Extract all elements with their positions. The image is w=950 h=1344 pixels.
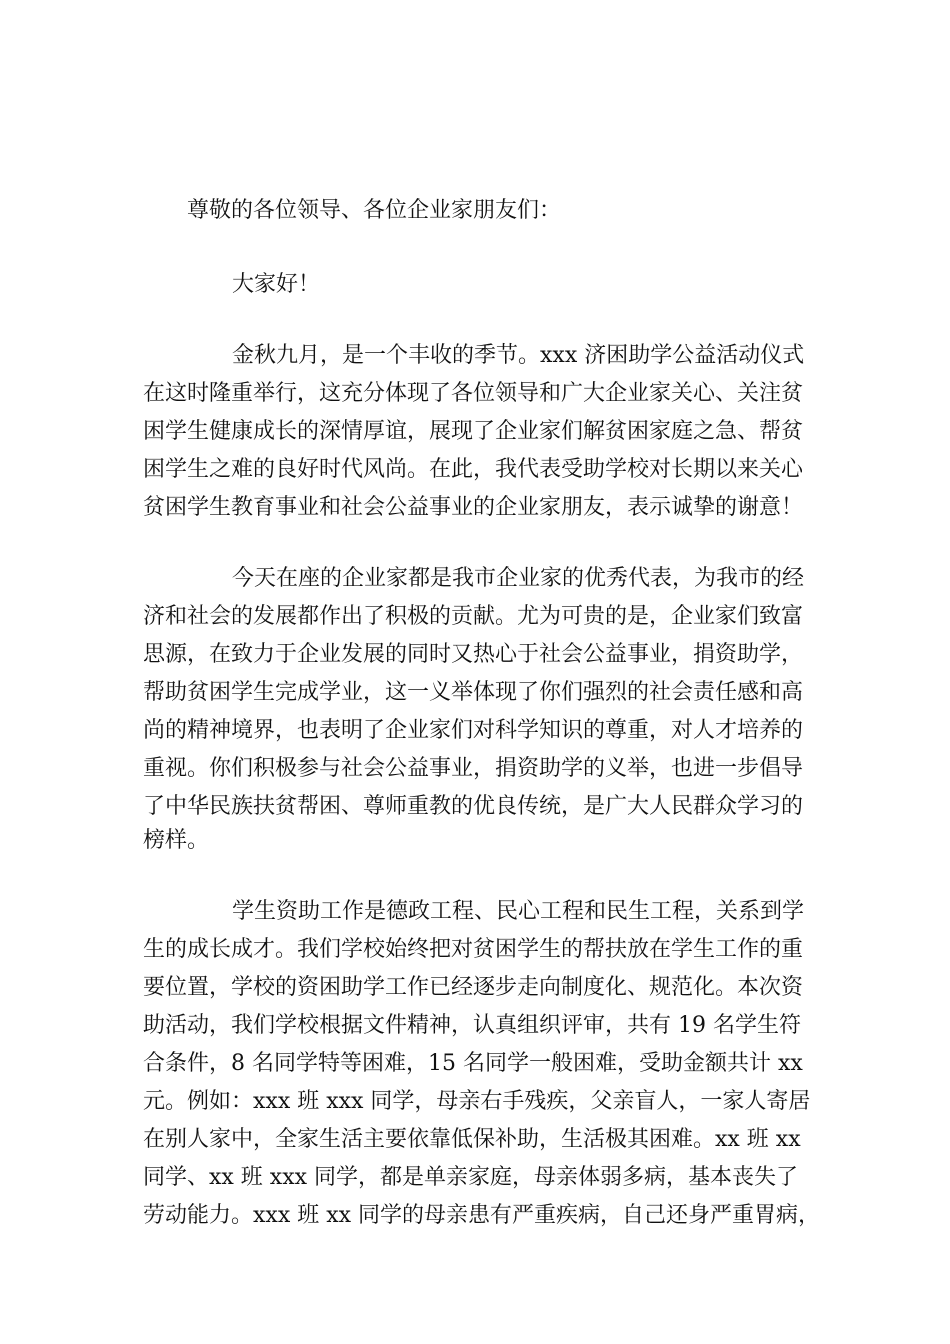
- paragraph-line: 榜样。: [143, 828, 210, 853]
- paragraph-line: 困学生健康成长的深情厚谊，展现了企业家们解贫困家庭之急、帮贫: [143, 419, 804, 444]
- paragraph-line: 帮助贫困学生完成学业，这一义举体现了你们强烈的社会责任感和高: [143, 680, 804, 705]
- paragraph-line: 了中华民族扶贫帮困、尊师重教的优良传统，是广大人民群众学习的: [143, 794, 804, 819]
- paragraph-line: 同学、xx 班 xxx 同学，都是单亲家庭，母亲体弱多病，基本丧失了: [143, 1165, 799, 1190]
- paragraph-line: 思源，在致力于企业发展的同时又热心于社会公益事业，捐资助学，: [143, 642, 804, 667]
- paragraph-line: 要位置，学校的资困助学工作已经逐步走向制度化、规范化。本次资: [143, 975, 804, 1000]
- paragraph-line: 元。例如：xxx 班 xxx 同学，母亲右手残疾，父亲盲人，一家人寄居: [143, 1089, 811, 1114]
- paragraph-line: 在这时隆重举行，这充分体现了各位领导和广大企业家关心、关注贫: [143, 381, 804, 406]
- paragraph-line: 生的成长成才。我们学校始终把对贫困学生的帮扶放在学生工作的重: [143, 937, 804, 962]
- paragraph-line: 贫困学生教育事业和社会公益事业的企业家朋友，表示诚挚的谢意！: [143, 495, 804, 520]
- paragraph-line: 重视。你们积极参与社会公益事业，捐资助学的义举，也进一步倡导: [143, 756, 804, 781]
- paragraph-line: 助活动，我们学校根据文件精神，认真组织评审，共有 19 名学生符: [143, 1013, 801, 1038]
- paragraph-line: 济和社会的发展都作出了积极的贡献。尤为可贵的是，企业家们致富: [143, 604, 804, 629]
- salutation: 尊敬的各位领导、各位企业家朋友们：: [187, 198, 562, 223]
- paragraph-line: 尚的精神境界，也表明了企业家们对科学知识的尊重，对人才培养的: [143, 718, 804, 743]
- paragraph-line: 今天在座的企业家都是我市企业家的优秀代表，为我市的经: [232, 566, 805, 591]
- greeting: 大家好！: [232, 272, 321, 297]
- paragraph-line: 合条件，8 名同学特等困难，15 名同学一般困难，受助金额共计 xx: [143, 1051, 803, 1076]
- paragraph-line: 困学生之难的良好时代风尚。在此，我代表受助学校对长期以来关心: [143, 457, 804, 482]
- paragraph-line: 在别人家中，全家生活主要依靠低保补助，生活极其困难。xx 班 xx: [143, 1127, 801, 1152]
- paragraph-line: 金秋九月，是一个丰收的季节。xxx 济困助学公益活动仪式: [232, 343, 805, 368]
- paragraph-line: 学生资助工作是德政工程、民心工程和民生工程，关系到学: [232, 899, 805, 924]
- paragraph-line: 劳动能力。xxx 班 xx 同学的母亲患有严重疾病，自己还身严重胃病，: [143, 1203, 821, 1228]
